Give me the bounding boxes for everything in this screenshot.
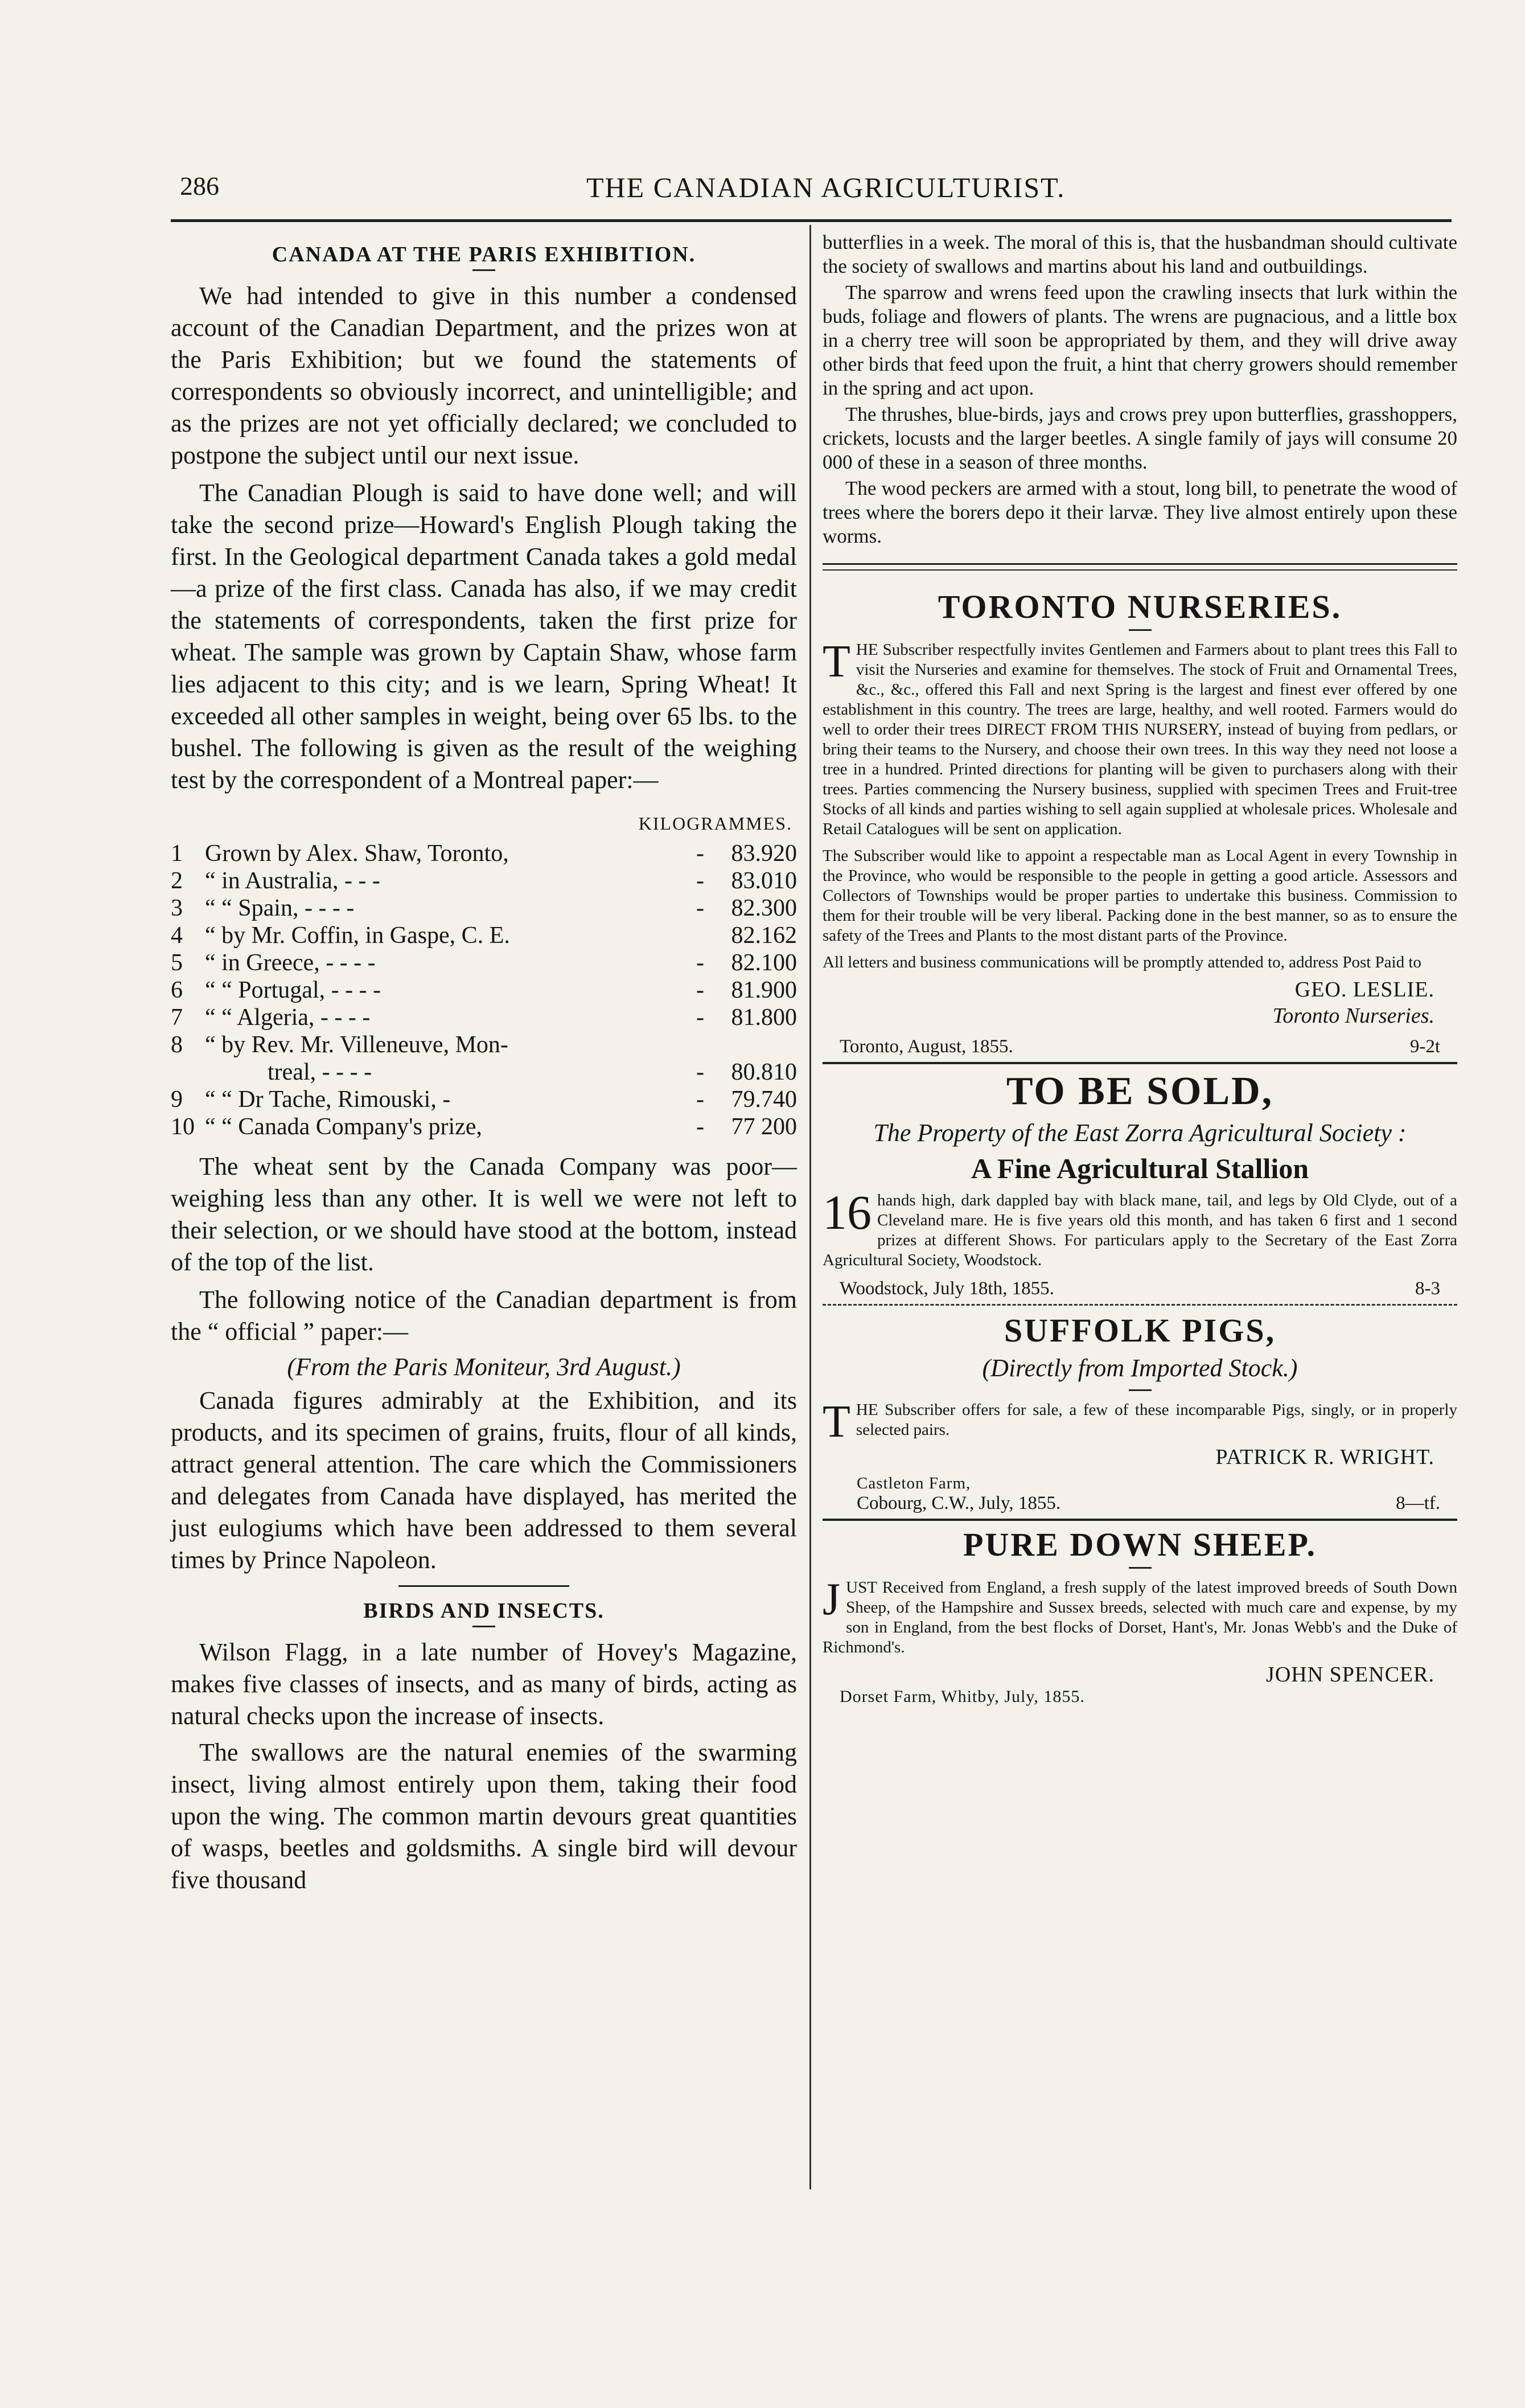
sold-paragraph: [823, 1185, 1457, 1270]
wheat-row-description: “ “ Spain, - - - -: [205, 895, 355, 921]
page-number: 286: [180, 171, 219, 200]
heading-dash: [472, 1626, 495, 1627]
wheat-row-dash: -: [696, 895, 704, 921]
wheat-row-dash: -: [696, 840, 704, 867]
wheat-row-number: 4: [171, 922, 183, 949]
birds-cont-paragraph-2: The sparrow and wrens feed upon the crawling insects that lurk within the buds, foliage and flowers of plants. The wrens are pugnacious, and a little box in a cherry tree will soon be appropriated by them, and they will drive away other birds that feed upon the fruit, a hint that cherry growers should remember in the spring and act upon.: [823, 281, 1457, 399]
ad-dash: [1129, 1567, 1152, 1569]
wheat-row: [171, 922, 797, 949]
pigs-text: HE Subscriber offers for sale, a few of these incomparable Pigs, singly, or in properly selected pairs.: [856, 1401, 1457, 1439]
paris-paragraph-5: Canada figures admirably at the Exhibition, and its products, and its specimen of grains, fruits, flour of all kinds, attract general attention. The care which the Commissioners and delegates from Canada have displayed, has merited the just eulogiums which have been addressed to them several times by Prince Napoleon.: [171, 1386, 797, 1574]
nurseries-dropcap: T: [823, 637, 850, 687]
wheat-row-number: 7: [171, 1004, 183, 1031]
wheat-row: [171, 1113, 797, 1141]
pure-down-sheep-ad: [823, 1525, 1457, 1706]
sheep-paragraph: [823, 1574, 1457, 1658]
wheat-row-description: Grown by Alex. Shaw, Toronto,: [205, 840, 509, 867]
wheat-row-number: 8: [171, 1032, 183, 1058]
pigs-code: 8—tf.: [1396, 1493, 1440, 1513]
sold-subtitle: The Property of the East Zorra Agricultural Society :: [873, 1119, 1407, 1147]
pigs-dropcap: T: [823, 1397, 850, 1447]
pigs-title: SUFFOLK PIGS,: [1004, 1312, 1276, 1349]
wheat-weight-table: [171, 840, 797, 1141]
wheat-row-dash: [689, 1031, 712, 1059]
pigs-place-date: Cobourg, C.W., July, 1855.: [857, 1493, 1061, 1513]
ad-dash: [1129, 1389, 1152, 1391]
ad-separator-rule: [823, 1519, 1457, 1521]
wheat-row-value: 77 200: [731, 1114, 797, 1140]
sheep-dropcap: J: [823, 1574, 841, 1625]
sold-subheading: A Fine Agricultural Stallion: [971, 1152, 1309, 1184]
left-column: [171, 231, 797, 1896]
nurseries-paragraph-3: All letters and business communications will be promptly attended to, address Post Paid to: [823, 953, 1421, 971]
sold-text: hands high, dark dappled bay with black mane, tail, and legs by Old Clyde, out of a Cleveland mare. He is five years old this month, and has taken 6 first and 1 second prizes at different Shows. For particulars apply to the Secretary of the East Zorra Agricultural Society, Woodstock.: [823, 1191, 1457, 1269]
pigs-paragraph: [823, 1397, 1457, 1447]
wheat-row-description: “ by Rev. Mr. Villeneuve, Mon-: [205, 1032, 508, 1058]
nurseries-place-date: Toronto, August, 1855.: [840, 1036, 1013, 1057]
nurseries-text-1: HE Subscriber respectfully invites Gentlemen and Farmers about to plant trees this Fall to visit the Nurseries and examine for themselves. The stock of Fruit and Ornamental Trees, &c., &c., offered this Fall and next Spring is the largest and finest ever offered by one establishment in this country. The trees are large, healthy, and well rooted. Farmers would do well to order their trees DIRECT FROM THIS NURSERY, instead of buying from pedlars, or bring their teams to the Nursery, and choose their own trees. In this way they need not loose a tree in a hundred. Printed directions for planting will be given to purchasers along with their trees. Parties commencing the Nursery business, supplied with specimen Trees and Fruit-tree Stocks of all kinds and parties wishing to sell again supplied at wholesale prices. Wholesale and Retail Catalogues will be sent on application.: [823, 641, 1457, 838]
birds-cont-paragraph-4: The wood peckers are armed with a stout, long bill, to penetrate the wood of trees where the borers depo it their larvæ. They live almost entirely upon these worms.: [823, 477, 1457, 547]
wheat-row-dash: -: [696, 1004, 704, 1031]
running-title: THE CANADIAN AGRICULTURIST.: [586, 171, 1066, 203]
heading-dash: [472, 269, 495, 271]
nurseries-title: TORONTO NURSERIES.: [938, 588, 1342, 625]
nurseries-code: 9-2t: [1409, 1036, 1440, 1057]
wheat-row-description: “ by Mr. Coffin, in Gaspe, C. E.: [205, 922, 510, 949]
birds-paragraph-2: The swallows are the natural enemies of the swarming insect, living almost entirely upon them, taking their food upon the wing. The common martin devours great quantities of wasps, beetles and goldsmiths. A single bird will devour five thousand: [171, 1738, 797, 1894]
section-rule: [398, 1585, 569, 1587]
nurseries-signature: GEO. LESLIE.: [1294, 978, 1434, 1002]
sold-dropcap: 16: [823, 1185, 872, 1240]
paris-paragraph-3: The wheat sent by the Canada Company was poor—weighing less than any other. It is well we were not left to their selection, or we should have stood at the bottom, instead of the top of the list.: [171, 1152, 797, 1276]
wheat-row: [171, 977, 797, 1004]
wheat-row-number: [171, 1059, 205, 1086]
wheat-row-dash: -: [696, 1114, 704, 1140]
wheat-row-dash: -: [696, 1086, 704, 1113]
sheep-title: PURE DOWN SHEEP.: [963, 1526, 1317, 1563]
wheat-row: [171, 1031, 797, 1059]
pigs-place-line: [823, 1493, 1457, 1514]
suffolk-pigs-ad: [823, 1311, 1457, 1514]
birds-heading: BIRDS AND INSECTS.: [363, 1599, 605, 1623]
wheat-row-description: treal, - - - -: [268, 1059, 372, 1085]
sheep-place-date: Dorset Farm, Whitby, July, 1855.: [840, 1687, 1085, 1706]
nurseries-paragraph-2: The Subscriber would like to appoint a respectable man as Local Agent in every Township in the Province, who would be responsible to the people in getting a good article. Assessors and Collectors of Townships would be proper parties to undertake this business. Commission to them for their trouble will be very liberal. Packing done in the best manner, so as to ensure the safety of the Trees and Plants to the most distant parts of the Province.: [823, 847, 1457, 945]
wheat-row: [171, 840, 797, 867]
moniteur-source: (From the Paris Moniteur, 3rd August.): [287, 1353, 681, 1381]
paris-heading: CANADA AT THE PARIS EXHIBITION.: [272, 243, 696, 266]
wheat-row-description: “ “ Canada Company's prize,: [205, 1114, 482, 1140]
wheat-row-value: 80.810: [731, 1059, 797, 1085]
pigs-farm-name: Castleton Farm,: [857, 1474, 971, 1492]
wheat-row-number: 6: [171, 977, 183, 1003]
kilogrammes-label: KILOGRAMMES.: [638, 813, 792, 834]
birds-cont-paragraph-1: butterflies in a week. The moral of this is, that the husbandman should cultivate the society of swallows and martins about his land and outbuildings.: [823, 231, 1457, 277]
sold-title: TO BE SOLD,: [1006, 1069, 1274, 1113]
wheat-row-value: 83.010: [731, 868, 797, 894]
ad-separator-rule: [823, 1062, 1457, 1064]
paris-paragraph-2: The Canadian Plough is said to have done well; and will take the second prize—Howard's English Plough taking the first. In the Geological department Canada takes a gold medal—a prize of the first class. Canada has also, if we may credit the statements of correspondents, taken the first prize for wheat. The sample was grown by Captain Shaw, whose farm lies adjacent to this city; and is we learn, Spring Wheat! It exceeded all other samples in weight, being over 65 lbs. to the bushel. The following is given as the result of the weighing test by the correspondent of a Montreal paper:—: [171, 479, 797, 794]
wheat-row-value: 82.300: [731, 895, 797, 921]
wheat-row-value: 82.162: [731, 922, 797, 949]
pigs-subtitle: (Directly from Imported Stock.): [982, 1354, 1298, 1382]
wheat-row-number: 1: [171, 840, 183, 867]
wheat-row-description: “ “ Portugal, - - - -: [205, 977, 381, 1003]
sold-place-date: Woodstock, July 18th, 1855.: [840, 1278, 1054, 1299]
wheat-row-value: 81.800: [731, 1004, 797, 1031]
ad-separator-dotted: [823, 1304, 1457, 1306]
birds-cont-paragraph-3: The thrushes, blue-birds, jays and crows prey upon butterflies, grasshoppers, crickets, locusts and the larger beetles. A single family of jays will consume 20 000 of these in a season of three months.: [823, 403, 1457, 473]
wheat-row: [171, 1059, 797, 1086]
nurseries-signature-subtitle: Toronto Nurseries.: [1272, 1004, 1434, 1028]
birds-paragraph-1: Wilson Flagg, in a late number of Hovey's Magazine, makes five classes of insects, and as many of birds, acting as natural checks upon the increase of insects.: [171, 1638, 797, 1730]
nurseries-place-line: [823, 1036, 1457, 1057]
wheat-row-dash: -: [696, 1059, 704, 1085]
ad-separator-rule: [823, 563, 1457, 571]
wheat-row-dash: -: [696, 977, 704, 1003]
column-divider: [809, 225, 811, 2189]
paris-paragraph-1: We had intended to give in this number a condensed account of the Canadian Department, and the prizes won at the Paris Exhibition; but we found the statements of correspondents so obviously incorrect, and unintelligible; and as the prizes are not yet officially declared; we concluded to postpone the subject until our next issue.: [171, 282, 797, 469]
sold-place-line: [823, 1278, 1457, 1299]
wheat-row-dash: [689, 922, 712, 949]
wheat-row-description: “ in Australia, - - -: [205, 868, 380, 894]
sold-code: 8-3: [1415, 1278, 1440, 1299]
wheat-row: [171, 949, 797, 977]
wheat-row-dash: -: [696, 868, 704, 894]
nurseries-paragraph-1: [823, 637, 1457, 839]
wheat-row-number: 2: [171, 868, 183, 894]
wheat-row-value: 81.900: [731, 977, 797, 1003]
wheat-row-number: 9: [171, 1086, 183, 1113]
wheat-row: [171, 1004, 797, 1031]
wheat-row: [171, 895, 797, 922]
wheat-row-number: 10: [171, 1114, 195, 1140]
paris-paragraph-4: The following notice of the Canadian department is from the “ official ” paper:—: [171, 1286, 797, 1345]
wheat-row-value: 82.100: [731, 950, 797, 976]
header-rule: [171, 219, 1452, 222]
sheep-place-line: [823, 1687, 1457, 1706]
wheat-row-value: [712, 1031, 797, 1059]
wheat-row-description: “ in Greece, - - - -: [205, 950, 376, 976]
wheat-row-description: “ “ Algeria, - - - -: [205, 1004, 371, 1031]
wheat-row-description: “ “ Dr Tache, Rimouski, -: [205, 1086, 451, 1113]
sheep-signature: JOHN SPENCER.: [1266, 1663, 1434, 1687]
wheat-row: [171, 1086, 797, 1113]
pigs-signature: PATRICK R. WRIGHT.: [1215, 1445, 1434, 1469]
wheat-row-value: 79.740: [731, 1086, 797, 1113]
sheep-text: UST Received from England, a fresh supply of the latest improved breeds of South Down Sheep, of the Hampshire and Sussex breeds, selected with much care and expense, by my son in England, from the best flocks of Dorset, Hant's, Mr. Jonas Webb's and the Duke of Richmond's.: [823, 1578, 1457, 1656]
toronto-nurseries-ad: [823, 588, 1457, 1057]
wheat-row-value: 83.920: [731, 840, 797, 867]
wheat-row-number: 3: [171, 895, 183, 921]
wheat-row: [171, 867, 797, 895]
to-be-sold-ad: [823, 1069, 1457, 1299]
wheat-row-number: 5: [171, 950, 183, 976]
wheat-row-dash: -: [696, 950, 704, 976]
right-column: [823, 231, 1457, 1710]
ad-dash: [1129, 629, 1152, 631]
